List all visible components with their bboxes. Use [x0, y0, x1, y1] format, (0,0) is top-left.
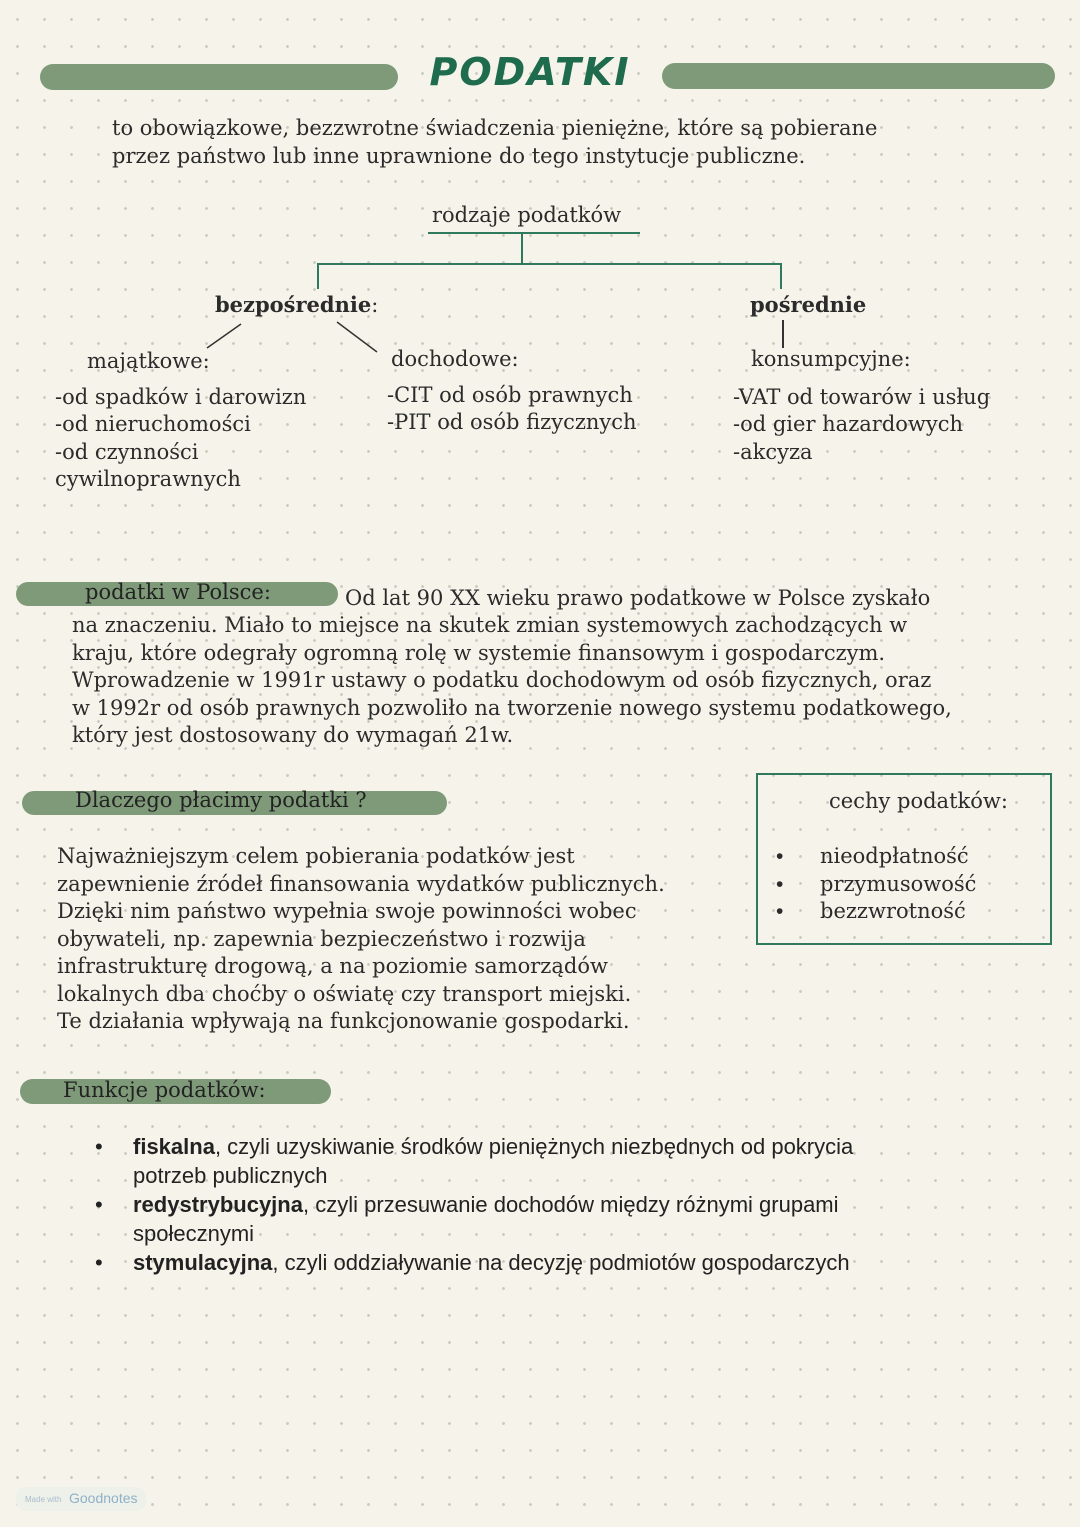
- why-paragraph: [57, 843, 665, 1036]
- branch-to-property: [207, 324, 241, 348]
- consumption-item: -VAT od towarów i usług: [733, 384, 991, 409]
- why-line: Te działania wpływają na funkcjonowanie gospodarki.: [57, 1009, 630, 1033]
- features-item-text: przymusowość: [820, 871, 977, 896]
- goodnotes-brand: Goodnotes: [69, 1490, 138, 1506]
- indirect-label: pośrednie: [750, 292, 867, 317]
- features-item: [776, 843, 976, 871]
- poland-paragraph: [72, 612, 952, 750]
- title-bar-left: [40, 64, 398, 90]
- branch-to-income: [337, 322, 377, 352]
- function-name: fiskalna: [133, 1134, 215, 1159]
- property-group: [55, 348, 306, 494]
- function-item: [95, 1190, 853, 1248]
- bullet-icon: •: [776, 845, 784, 868]
- consumption-group: [733, 346, 990, 466]
- why-heading: Dlaczego płacimy podatki ?: [75, 788, 367, 812]
- why-line: obywateli, np. zapewnia bezpieczeństwo i rozwija: [57, 926, 586, 951]
- tree-left-drop: [317, 263, 319, 289]
- features-item: [776, 898, 976, 926]
- income-group: [387, 346, 637, 437]
- property-label: majątkowe:: [87, 349, 210, 373]
- tree-horizontal: [317, 263, 782, 265]
- definition: [112, 115, 877, 170]
- function-desc: , czyli uzyskiwanie środków pieniężnych niezbędnych od pokrycia: [214, 1134, 854, 1159]
- features-item-text: bezzwrotność: [820, 899, 966, 923]
- bullet-icon: •: [95, 1250, 103, 1275]
- poland-first-line: Od lat 90 XX wieku prawo podatkowe w Polsce zyskało: [345, 586, 931, 610]
- page-title: PODATKI: [429, 50, 631, 94]
- income-item: -PIT od osób fizycznych: [387, 410, 637, 434]
- property-item: -od nieruchomości: [55, 412, 251, 436]
- tree-right-drop: [780, 263, 782, 289]
- poland-line: który jest dostosowany do wymagań 21w.: [72, 723, 514, 747]
- function-desc-cont: potrzeb publicznych: [133, 1163, 328, 1188]
- direct-label: [215, 292, 378, 317]
- tree-root-underline: [428, 232, 640, 234]
- income-item: -CIT od osób prawnych: [387, 382, 633, 407]
- functions-list: [95, 1132, 854, 1277]
- poland-line: w 1992r od osób prawnych pozwoliło na tworzenie nowego systemu podatkowego,: [72, 695, 952, 720]
- goodnotes-prefix: Made with: [25, 1495, 62, 1504]
- features-list: [776, 843, 977, 926]
- why-line: lokalnych dba choćby o oświatę czy transport miejski.: [57, 981, 632, 1006]
- direct-label-colon: :: [371, 293, 379, 317]
- bullet-icon: •: [776, 872, 784, 896]
- why-line: Dzięki nim państwo wypełnia swoje powinności wobec: [57, 899, 637, 923]
- direct-label-text: bezpośrednie: [215, 292, 372, 317]
- features-item: [776, 871, 977, 899]
- property-item: -od czynności: [55, 439, 199, 464]
- bullet-icon: •: [95, 1192, 103, 1217]
- bullet-icon: •: [776, 900, 784, 923]
- definition-line: przez państwo lub inne uprawnione do tego instytucje publiczne.: [112, 143, 806, 168]
- functions-heading: Funkcje podatków:: [63, 1078, 266, 1102]
- features-box: [756, 773, 1052, 945]
- function-desc: , czyli oddziaływanie na decyzję podmiotów gospodarczych: [272, 1250, 850, 1275]
- why-line: zapewnienie źródeł finansowania wydatków publicznych.: [57, 871, 665, 896]
- title-bar-right: [662, 63, 1055, 89]
- function-name: redystrybucyjna: [133, 1192, 303, 1217]
- tree-stem: [521, 233, 523, 264]
- poland-line: Wprowadzenie w 1991r ustawy o podatku dochodowym od osób fizycznych, oraz: [72, 668, 932, 692]
- consumption-item: -akcyza: [733, 439, 813, 464]
- function-item: [95, 1248, 853, 1277]
- income-label: dochodowe:: [391, 347, 519, 371]
- tree-root: rodzaje podatków: [432, 203, 622, 227]
- function-item: [95, 1132, 854, 1190]
- indirect-stem: [782, 320, 784, 348]
- features-heading: cechy podatków:: [829, 789, 1008, 813]
- bullet-icon: •: [95, 1134, 103, 1159]
- why-line: infrastrukturę drogową, a na poziomie samorządów: [57, 954, 608, 978]
- poland-heading: podatki w Polsce:: [85, 580, 271, 604]
- features-item-text: nieodpłatność: [820, 844, 969, 868]
- property-item: -od spadków i darowizn: [55, 384, 307, 409]
- definition-line: to obowiązkowe, bezzwrotne świadczenia pieniężne, które są pobierane: [112, 116, 878, 140]
- consumption-label: konsumpcyjne:: [751, 347, 911, 371]
- function-desc: , czyli przesuwanie dochodów między różnymi grupami: [302, 1192, 839, 1217]
- function-name: stymulacyjna: [133, 1250, 273, 1275]
- function-desc-cont: społecznymi: [133, 1221, 255, 1246]
- goodnotes-badge: [16, 1487, 146, 1511]
- poland-line: na znaczeniu. Miało to miejsce na skutek zmian systemowych zachodzących w: [72, 613, 908, 637]
- why-line: Najważniejszym celem pobierania podatków jest: [57, 844, 575, 868]
- poland-line: kraju, które odegrały ogromną rolę w systemie finansowym i gospodarczym.: [72, 640, 886, 665]
- property-item: cywilnoprawnych: [55, 467, 241, 491]
- consumption-item: -od gier hazardowych: [733, 412, 964, 436]
